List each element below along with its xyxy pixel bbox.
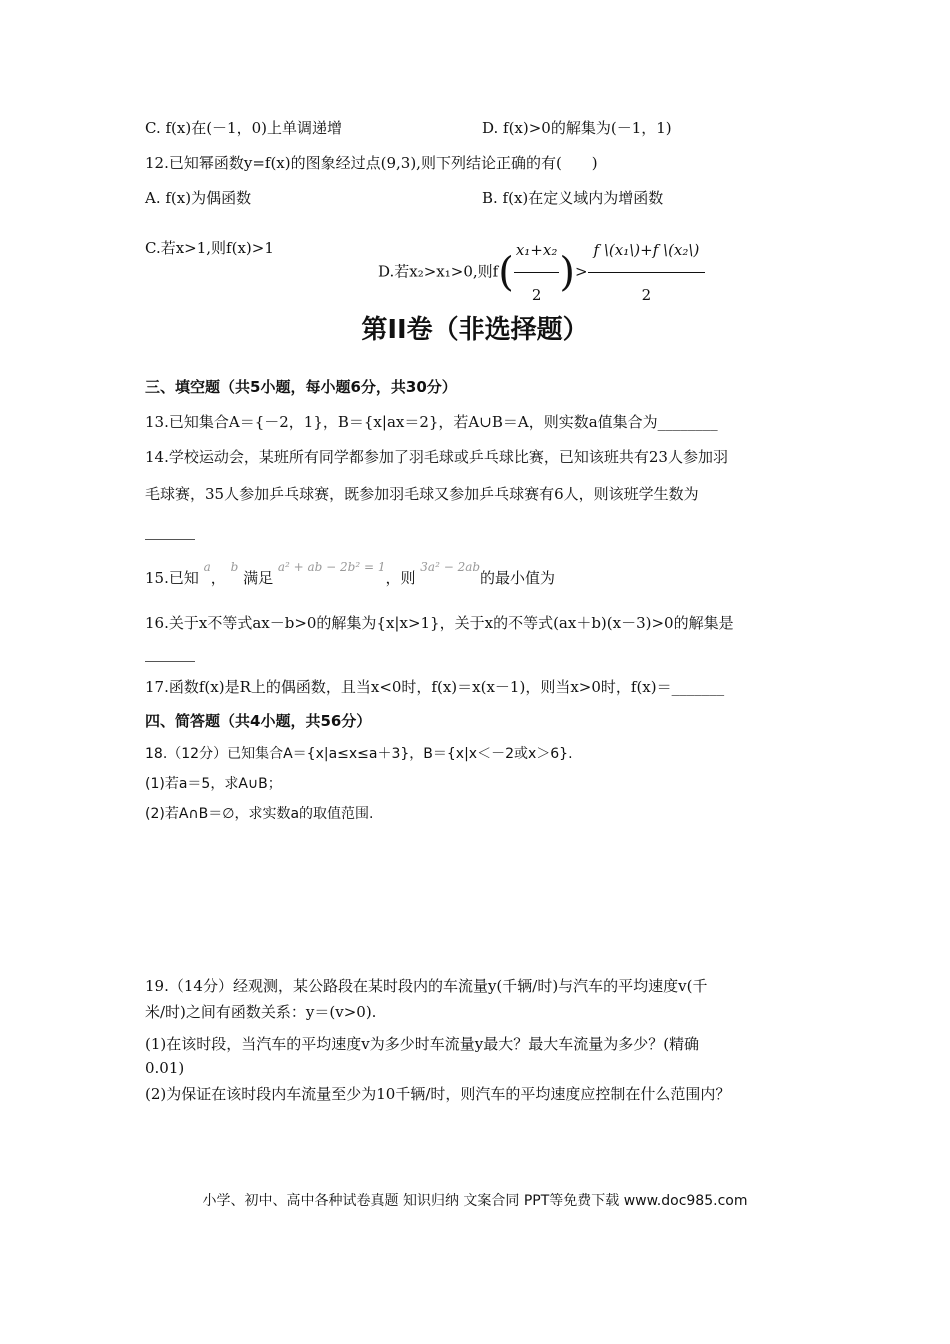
q19-line4: 0.01) <box>145 1059 185 1077</box>
page-footer: 小学、初中、高中各种试卷真题 知识归纳 文案合同 PPT等免费下载 www.doc985.com <box>202 1193 748 1209</box>
q15-then-word: ，则 <box>385 569 416 587</box>
q19-line5: (2)为保证在该时段内车流量至少为10千辆/时，则汽车的平均速度应控制在什么范围内？ <box>145 1085 731 1103</box>
part2-title: 第II卷（非选择题） <box>361 315 589 345</box>
q11-option-d: D. f(x)>0的解集为(－1，1) <box>482 119 672 137</box>
q15-cond-word: 满足 <box>243 569 274 587</box>
fraction-lhs-denominator: 2 <box>531 286 542 304</box>
q16-answer-blank <box>145 647 195 667</box>
q15 <box>145 560 556 590</box>
q15-expression: 3a² − 2ab <box>420 560 481 574</box>
fraction-lhs <box>514 228 560 317</box>
section4-heading: 四、简答题（共4小题，共56分） <box>145 712 372 730</box>
q12-option-b: B. f(x)在定义域内为增函数 <box>482 189 664 207</box>
fraction-lhs-numerator: x₁+x₂ <box>514 228 560 273</box>
q12-option-d <box>378 228 705 317</box>
q12-option-d-prefix: D.若x₂>x₁>0,则f <box>378 262 499 281</box>
q18-part2: (2)若A∩B＝∅，求实数a的取值范围. <box>145 806 374 822</box>
q16-line1: 16.关于x不等式ax－b>0的解集为{x|x>1}，关于x的不等式(ax＋b)(x－3)>0的解集是 <box>145 614 734 632</box>
q19-line2: 米/时)之间有函数关系：y＝(v>0). <box>145 1003 377 1021</box>
q15-var-b: b <box>230 560 239 574</box>
greater-than-sign: > <box>574 262 588 281</box>
q14-line2: 毛球赛，35人参加乒乓球赛，既参加羽毛球又参加乒乓球赛有6人，则该班学生数为 <box>145 485 699 503</box>
q18-part1: (1)若a＝5，求A∪B； <box>145 776 282 792</box>
q12-stem: 12.已知幂函数y=f(x)的图象经过点(9,3),则下列结论正确的有( ) <box>145 154 598 172</box>
q14-answer-blank <box>145 525 195 545</box>
right-paren: ) <box>559 249 575 296</box>
q15-prefix: 15.已知 <box>145 569 199 587</box>
q12-option-a: A. f(x)为偶函数 <box>145 189 252 207</box>
q15-condition: a² + ab − 2b² = 1 <box>277 560 386 574</box>
q19-line3: (1)在该时段，当汽车的平均速度v为多少时车流量y最大？最大车流量为多少？(精确 <box>145 1035 700 1053</box>
fraction-rhs-numerator: f \(x₁\)+f \(x₂\) <box>588 228 706 273</box>
section3-heading: 三、填空题（共5小题，每小题6分，共30分） <box>145 378 457 396</box>
q12-option-c: C.若x>1,则f(x)>1 <box>145 239 274 257</box>
q17: 17.函数f(x)是R上的偶函数，且当x<0时，f(x)＝x(x－1)，则当x>0时，f(x)＝_______ <box>145 678 725 696</box>
q13: 13.已知集合A＝{－2，1}，B＝{x|ax＝2}，若A∪B＝A，则实数a值集合为________ <box>145 413 718 431</box>
q11-option-c: C. f(x)在(－1，0)上单调递增 <box>145 119 342 137</box>
q15-comma: ， <box>210 569 226 587</box>
q15-var-a: a <box>203 560 211 574</box>
fraction-rhs-denominator: 2 <box>641 286 652 304</box>
q18-stem: 18.（12分）已知集合A＝{x|a≤x≤a＋3}，B＝{x|x＜－2或x＞6}. <box>145 746 573 762</box>
left-paren: ( <box>498 249 514 296</box>
fraction-rhs <box>588 228 706 317</box>
q14-line1: 14.学校运动会，某班所有同学都参加了羽毛球或乒乓球比赛，已知该班共有23人参加羽 <box>145 448 728 466</box>
q19-line1: 19.（14分）经观测，某公路段在某时段内的车流量y(千辆/时)与汽车的平均速度v(千 <box>145 977 708 995</box>
q15-suffix: 的最小值为 <box>480 569 556 587</box>
